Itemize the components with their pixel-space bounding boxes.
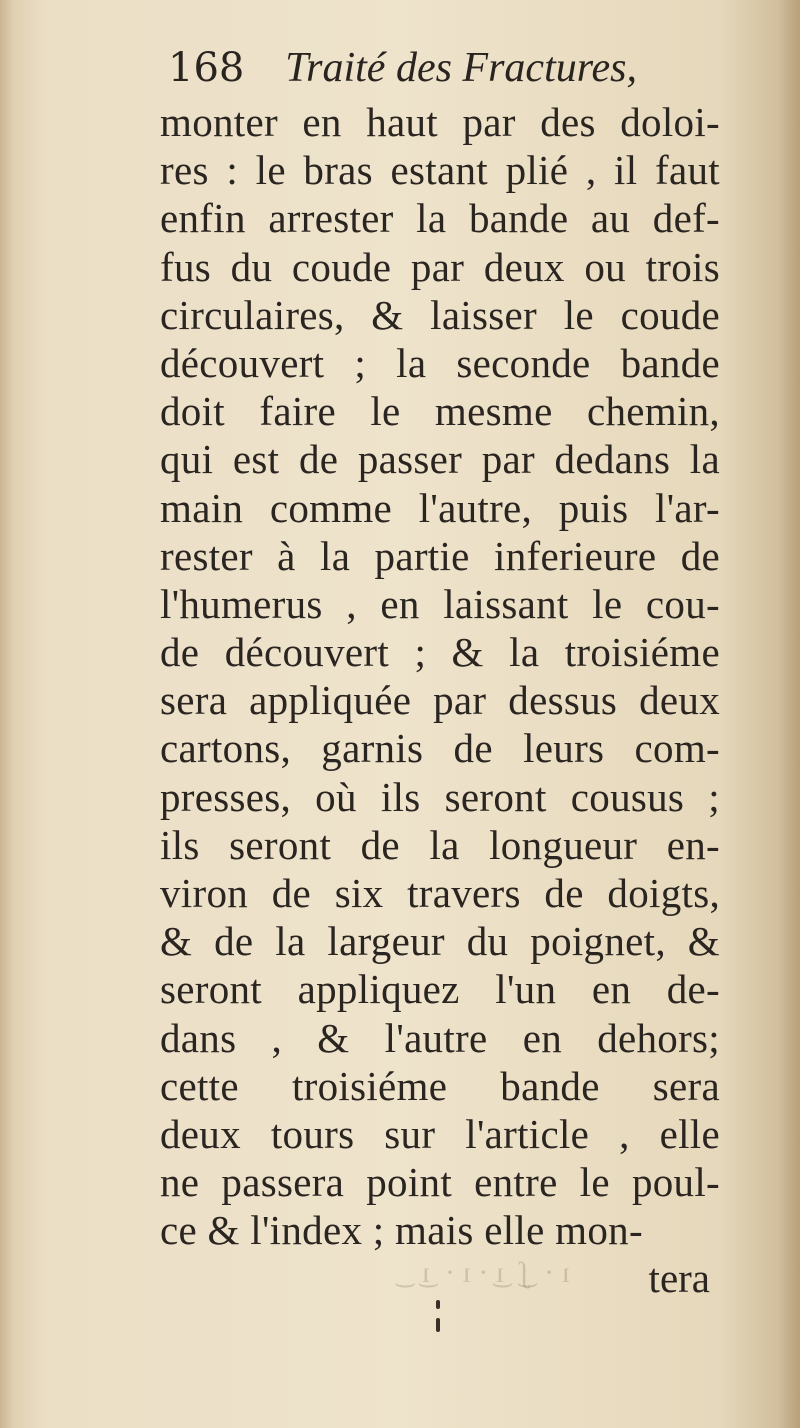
text-line: l'humerus , en laissant le cou- <box>160 580 720 627</box>
text-line: ils seront de la longueur en- <box>160 821 720 868</box>
text-line: fus du coude par deux ou trois <box>160 243 720 290</box>
page-edge-shadow <box>778 0 800 1428</box>
text-line: main comme l'autre, puis l'ar- <box>160 484 720 531</box>
ink-speck <box>436 1300 440 1309</box>
text-line: cette troisiéme bande sera <box>160 1062 720 1109</box>
text-line: res : le bras estant plié , il faut <box>160 147 720 194</box>
text-line: presses, où ils seront cousus ; <box>160 773 720 820</box>
page-number: 168 <box>168 45 245 91</box>
text-line: circulaires, & laisser le coude <box>160 291 720 338</box>
bleed-through-text: ı · ͜ ʃ ͜ ı · ı · ͜ ı ͜ <box>414 1256 570 1289</box>
text-line: enfin arrester la bande au def- <box>160 195 720 242</box>
catchword: tera <box>648 1255 710 1301</box>
text-line: & de la largeur du poignet, & <box>160 918 720 965</box>
ink-speck <box>436 1318 440 1332</box>
text-line: deux tours sur l'article , elle <box>160 1110 720 1157</box>
text-line: qui est de passer par dedans la <box>160 436 720 483</box>
text-line: seront appliquez l'un en de- <box>160 966 720 1013</box>
text-line: sera appliquée par dessus deux <box>160 677 720 724</box>
page-gutter-shadow <box>0 0 14 1428</box>
running-title: Traité des Fractures, <box>285 45 638 91</box>
text-line: de découvert ; & la troisiéme <box>160 629 720 676</box>
text-line: doit faire le mesme chemin, <box>160 388 720 435</box>
text-line: découvert ; la seconde bande <box>160 339 720 386</box>
text-line: monter en haut par des doloi- <box>160 99 720 145</box>
text-line: ce & l'index ; mais elle mon- <box>160 1207 643 1254</box>
page-header <box>168 44 708 102</box>
body-text <box>160 98 720 1258</box>
text-line: dans , & l'autre en dehors; <box>160 1014 720 1061</box>
text-line: viron de six travers de doigts, <box>160 870 720 916</box>
text-line: ne passera point entre le poul- <box>160 1159 720 1206</box>
text-line: cartons, garnis de leurs com- <box>160 725 720 772</box>
text-line: rester à la partie inferieure de <box>160 532 720 579</box>
